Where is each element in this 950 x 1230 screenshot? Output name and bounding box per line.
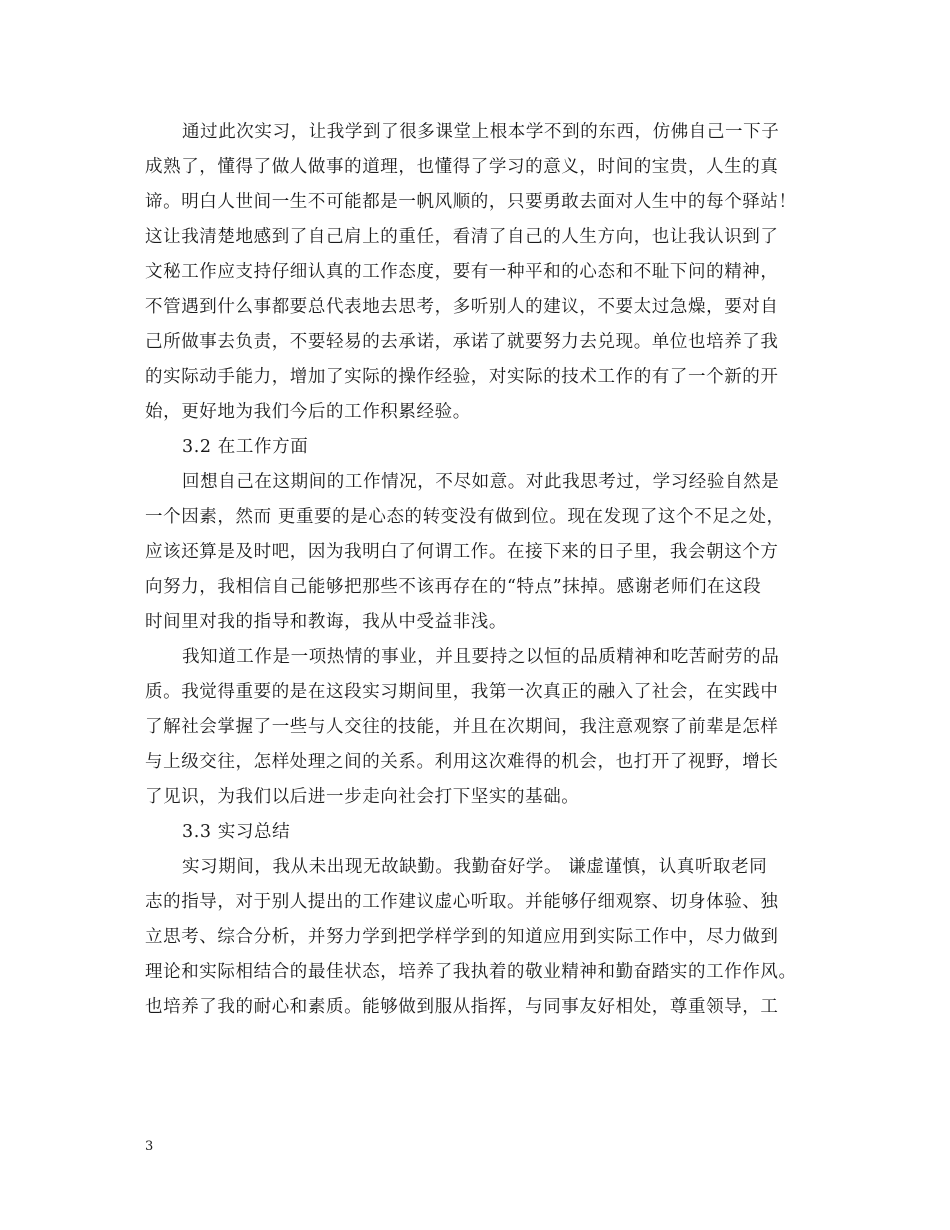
paragraph-line: 我知道工作是一项热情的事业，并且要持之以恒的品质精神和吃苦耐劳的品: [182, 647, 780, 667]
paragraph-line: 了见识，为我们以后进一步走向社会打下坚实的基础。: [145, 787, 580, 807]
section-heading: 3.3 实习总结: [182, 822, 291, 842]
paragraph-line: 成熟了，懂得了做人做事的道理，也懂得了学习的意义，时间的宝贵，人生的真: [145, 157, 779, 177]
paragraph-line: 质。我觉得重要的是在这段实习期间里，我第一次真正的融入了社会，在实践中: [145, 682, 779, 702]
paragraph-line: 时间里对我的指导和教诲，我从中受益非浅。: [145, 612, 507, 632]
paragraph-line: 了解社会掌握了一些与人交往的技能，并且在次期间，我注意观察了前辈是怎样: [145, 717, 779, 737]
paragraph-line: 实习期间，我从未出现无故缺勤。我勤奋好学。 谦虚谨慎，认真听取老同: [182, 857, 768, 877]
paragraph-line: 回想自己在这期间的工作情况，不尽如意。对此我思考过，学习经验自然是: [182, 472, 780, 492]
paragraph-line: 志的指导，对于别人提出的工作建议虚心听取。并能够仔细观察、切身体验、独: [145, 892, 779, 912]
paragraph-line: 通过此次实习，让我学到了很多课堂上根本学不到的东西，仿佛自己一下子: [182, 122, 780, 142]
section-heading: 3.2 在工作方面: [182, 437, 309, 457]
paragraph-line: 文秘工作应支持仔细认真的工作态度，要有一种平和的心态和不耻下问的精神，: [145, 262, 779, 282]
paragraph-line: 己所做事去负责，不要轻易的去承诺，承诺了就要努力去兑现。单位也培养了我: [145, 332, 779, 352]
paragraph-line: 这让我清楚地感到了自己肩上的重任，看清了自己的人生方向，也让我认识到了: [145, 227, 779, 247]
paragraph-line: 不管遇到什么事都要总代表地去思考，多听别人的建议，不要太过急燥，要对自: [145, 297, 779, 317]
paragraph-line: 一个因素，然而 更重要的是心态的转变没有做到位。现在发现了这个不足之处，: [145, 507, 785, 527]
paragraph-line: 向努力，我相信自己能够把那些不该再存在的“特点”抹掉。感谢老师们在这段: [145, 577, 762, 597]
page-number: 3: [145, 1139, 154, 1154]
paragraph-line: 与上级交往，怎样处理之间的关系。利用这次难得的机会，也打开了视野，增长: [145, 752, 779, 772]
paragraph-line: 的实际动手能力，增加了实际的操作经验，对实际的技术工作的有了一个新的开: [145, 367, 779, 387]
paragraph-line: 立思考、综合分析，并努力学到把学样学到的知道应用到实际工作中，尽力做到: [145, 927, 779, 947]
paragraph-line: 理论和实际相结合的最佳状态，培养了我执着的敬业精神和勤奋踏实的工作作风。: [145, 962, 797, 982]
paragraph-line: 谛。明白人世间一生不可能都是一帆风顺的，只要勇敢去面对人生中的每个驿站！: [145, 192, 797, 212]
paragraph-line: 始，更好地为我们今后的工作积累经验。: [145, 402, 471, 422]
paragraph-line: 应该还算是及时吧，因为我明白了何谓工作。在接下来的日子里，我会朝这个方: [145, 542, 779, 562]
paragraph-line: 也培养了我的耐心和素质。能够做到服从指挥，与同事友好相处，尊重领导，工: [145, 997, 779, 1017]
